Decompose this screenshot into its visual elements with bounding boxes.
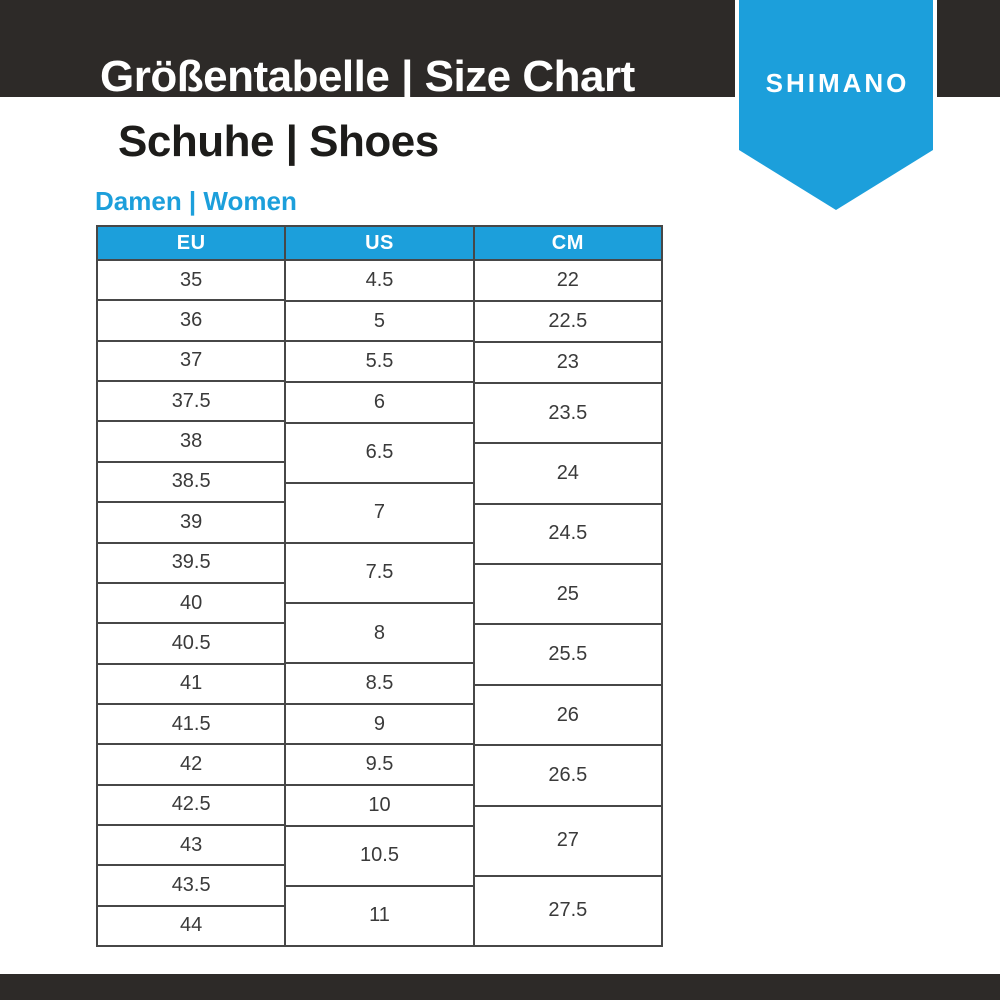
column-eu — [98, 227, 284, 945]
shimano-ribbon — [739, 0, 933, 210]
cell-us-8.5: 8.5 — [286, 664, 472, 705]
cell-eu-41: 41 — [98, 665, 284, 705]
cell-us-7: 7 — [286, 484, 472, 544]
column-cm — [473, 227, 661, 945]
cell-cm-26: 26 — [475, 686, 661, 746]
cell-cm-22.5: 22.5 — [475, 302, 661, 343]
cell-eu-39: 39 — [98, 503, 284, 543]
cell-cm-23: 23 — [475, 343, 661, 384]
cell-us-11: 11 — [369, 904, 390, 927]
column-us — [284, 227, 472, 945]
column-body-eu — [98, 261, 284, 945]
cell-cm-25.5: 25.5 — [475, 625, 661, 685]
cell-us-9.5: 9.5 — [286, 745, 472, 786]
column-body-cm — [475, 261, 661, 945]
cell-eu-42: 42 — [98, 745, 284, 785]
cell-eu-41.5: 41.5 — [98, 705, 284, 745]
cell-us-10: 10 — [286, 786, 472, 827]
cell-eu-35: 35 — [98, 261, 284, 301]
cell-eu-37.5: 37.5 — [98, 382, 284, 422]
size-table — [96, 225, 663, 947]
cell-cm-23.5: 23.5 — [475, 384, 661, 444]
cell-cm-26.5: 26.5 — [475, 746, 661, 806]
cell-us-5: 5 — [286, 302, 472, 343]
column-body-us — [286, 261, 472, 945]
cell-cm-24.5: 24.5 — [475, 505, 661, 565]
column-header-cm: CM — [475, 227, 661, 261]
cell-us-5.5: 5.5 — [286, 342, 472, 383]
cell-cm-27.5: 27.5 — [548, 899, 588, 922]
bottom-band — [0, 974, 1000, 1000]
cell-us-7.5: 7.5 — [286, 544, 472, 604]
cell-us-6.5: 6.5 — [286, 424, 472, 484]
shimano-logo: SHIMANO — [765, 68, 910, 98]
cell-eu-39.5: 39.5 — [98, 544, 284, 584]
cell-eu-38.5: 38.5 — [98, 463, 284, 503]
page-title: Größentabelle | Size Chart — [100, 52, 635, 101]
cell-eu-38: 38 — [98, 422, 284, 462]
cell-eu-40.5: 40.5 — [98, 624, 284, 664]
cell-eu-37: 37 — [98, 342, 284, 382]
section-label: Damen | Women — [95, 186, 297, 216]
cell-eu-43: 43 — [98, 826, 284, 866]
cell-eu-42.5: 42.5 — [98, 786, 284, 826]
cell-us-4.5: 4.5 — [286, 261, 472, 302]
cell-eu-40: 40 — [98, 584, 284, 624]
cell-cm-25: 25 — [475, 565, 661, 625]
column-header-eu: EU — [98, 227, 284, 261]
page-subtitle: Schuhe | Shoes — [118, 117, 439, 166]
cell-us-9: 9 — [286, 705, 472, 746]
cell-cm-22: 22 — [475, 261, 661, 302]
cell-eu-43.5: 43.5 — [98, 866, 284, 906]
column-header-us: US — [286, 227, 472, 261]
cell-us-10.5: 10.5 — [286, 827, 472, 887]
cell-us-6: 6 — [286, 383, 472, 424]
cell-cm-27: 27 — [475, 807, 661, 877]
cell-eu-44: 44 — [180, 914, 203, 937]
cell-eu-36: 36 — [98, 301, 284, 341]
cell-cm-24: 24 — [475, 444, 661, 504]
cell-us-8: 8 — [286, 604, 472, 664]
